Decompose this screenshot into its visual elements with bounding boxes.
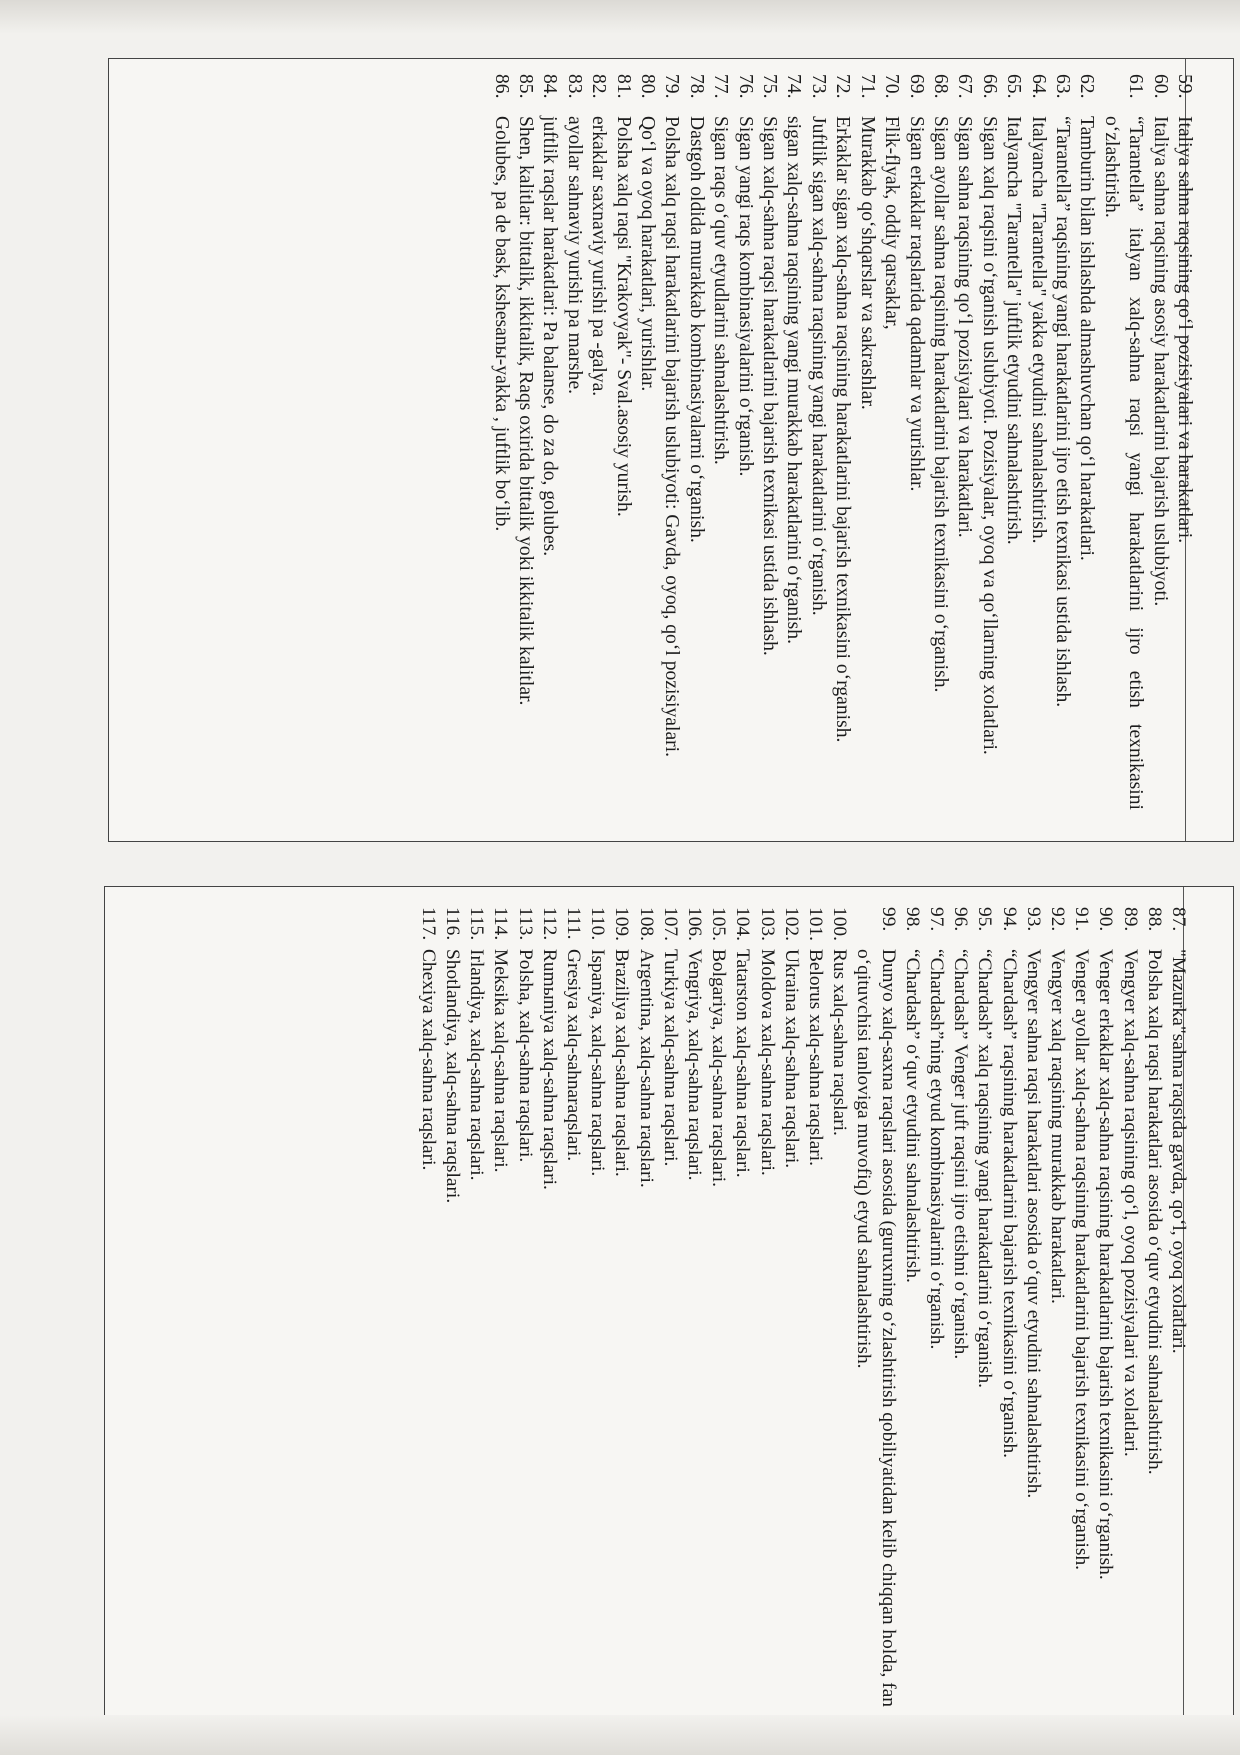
item-text: Polsha xalq raqsi harakatlari asosida o‘quv etyudini sahnalashtirish. xyxy=(1143,949,1165,1475)
item-text: Ispaniya, xalq-sahna raqslari. xyxy=(587,949,609,1177)
item-number: 104. xyxy=(732,907,754,941)
item-number: 70. xyxy=(881,74,903,99)
left-page-content xyxy=(116,70,1226,830)
list-item xyxy=(633,907,657,1707)
item-text: "Mazurka"sahna raqsida gavda, qo‘l, oyoq xolatlari. xyxy=(1168,949,1189,1354)
item-number: 75. xyxy=(759,74,781,99)
item-number: 97. xyxy=(925,907,947,932)
item-text: juftlik raqslar harakatlari: Pa balanse, do za do, golubes. xyxy=(539,116,561,557)
item-text: Vengyer xalq raqsining murakkab harakatlari. xyxy=(1046,949,1068,1304)
item-number: 107. xyxy=(659,907,681,941)
item-number: 95. xyxy=(974,907,996,932)
item-text: Qo‘l va oyoq harakatlari, yurishlar. xyxy=(637,116,659,392)
item-number: 117. xyxy=(417,907,439,941)
item-number: 69. xyxy=(905,74,927,99)
item-number: 109. xyxy=(611,907,633,941)
item-text: Sigan yangi raqs kombinasiyalarini o‘rganish. xyxy=(734,116,756,477)
item-number: 78. xyxy=(685,74,707,99)
item-text: Shen, kalitlar: bittalik, ikkitalik, Raqs oxirida bittalik yoki ikkitalik kalitlar. xyxy=(515,116,537,706)
list-item xyxy=(976,74,1000,810)
item-text: Italiya sahna raqsining asosiy harakatlarini bajarish uslubiyoti. xyxy=(1149,116,1171,607)
item-number: 99. xyxy=(877,907,899,932)
list-item xyxy=(803,907,827,1707)
item-number: 65. xyxy=(1003,74,1025,99)
item-text: Dunyo xalq-saxna raqslari asosida (guruxning o‘zlashtirish qobiliyatidan kelib chiqqan holda, fan o‘qituvchisi tanloviga muvofiq) etyud sahnalashtirish. xyxy=(853,949,899,1707)
list-item xyxy=(757,74,781,810)
item-number: 72. xyxy=(832,74,854,99)
item-text: Braziliya xalq-sahna raqslari. xyxy=(611,949,633,1177)
item-number: 79. xyxy=(661,74,683,99)
item-text: Sigan erkaklar raqslarida qadamlar va yurishlar. xyxy=(905,116,927,492)
item-text: Juftlik sigan xalq-sahna raqsining yangi harakatlarini o‘rganish. xyxy=(807,116,829,616)
list-item xyxy=(1117,907,1141,1707)
item-number: 66. xyxy=(978,74,1000,99)
item-text: Venger ayollar xalq-sahna raqsining harakatlarini bajarish texnikasini o‘rganish. xyxy=(1071,949,1093,1571)
item-number: 82. xyxy=(588,74,610,99)
item-number: 73. xyxy=(807,74,829,99)
list-item xyxy=(854,74,878,810)
item-number: 103. xyxy=(756,907,778,941)
item-text: Vengyer sahna raqsi harakatlari asosida o‘quv etyudini sahnalashtirish. xyxy=(1022,949,1044,1499)
item-number: 83. xyxy=(563,74,585,99)
list-item xyxy=(806,74,830,810)
item-number: 115. xyxy=(466,907,488,941)
item-number: 89. xyxy=(1119,907,1141,932)
item-number: 93. xyxy=(1022,907,1044,932)
item-number: 94. xyxy=(998,907,1020,932)
item-number: 60. xyxy=(1149,74,1171,99)
item-text: Italiya sahna raqsining qo‘l pozisiyalari va harakatlari. xyxy=(1174,116,1195,544)
list-item xyxy=(586,74,610,810)
list-item xyxy=(561,907,585,1707)
list-item xyxy=(952,74,976,810)
item-number: 64. xyxy=(1027,74,1049,99)
item-number: 62. xyxy=(1076,74,1098,99)
list-item xyxy=(464,907,488,1707)
item-number: 84. xyxy=(539,74,561,99)
item-number: 98. xyxy=(901,907,923,932)
item-number: 74. xyxy=(783,74,805,99)
list-item xyxy=(754,907,778,1707)
item-number: 85. xyxy=(515,74,537,99)
list-item xyxy=(879,74,903,810)
list-item xyxy=(706,907,730,1707)
list-item xyxy=(1045,907,1069,1707)
list-item xyxy=(972,907,996,1707)
list-item xyxy=(827,907,851,1707)
list-item xyxy=(1050,74,1074,810)
item-number: 80. xyxy=(637,74,659,99)
list-item xyxy=(924,907,948,1707)
item-text: Sigan xalq-sahna raqsi harakatlarini bajarish texnikasi ustida ishlash. xyxy=(759,116,781,656)
list-item xyxy=(635,74,659,810)
list-item xyxy=(440,907,464,1707)
list-item xyxy=(513,74,537,810)
item-text: Polsha xalq raqsi harakatlarini bajarish uslubiyoti: Gavda, oyoq, qo‘l pozisiyalari. xyxy=(661,116,683,758)
item-number: 86. xyxy=(490,74,512,99)
item-text: Meksika xalq-sahna raqslari. xyxy=(490,949,512,1173)
list-item xyxy=(1001,74,1025,810)
list-item xyxy=(609,907,633,1707)
item-text: Tamburin bilan ishlashda almashuvchan qo‘l harakatlari. xyxy=(1076,116,1098,561)
list-item xyxy=(585,907,609,1707)
list-item xyxy=(416,907,440,1707)
left-page-frame xyxy=(108,58,1234,842)
item-text: ayollar sahnaviy yurishi pa marshe. xyxy=(563,116,585,395)
item-text: Belorus xalq-sahna raqslari. xyxy=(804,949,826,1166)
item-number: 67. xyxy=(954,74,976,99)
item-text: Venger erkaklar xalq-sahna raqsining harakatlarini bajarish texnikasini o‘rganish. xyxy=(1095,949,1117,1580)
item-text: Irlandiya, xalq-sahna raqslari. xyxy=(466,949,488,1181)
item-number: 96. xyxy=(950,907,972,932)
list-item xyxy=(730,907,754,1707)
list-item xyxy=(683,74,707,810)
list-item xyxy=(708,74,732,810)
list-item xyxy=(732,74,756,810)
item-number: 77. xyxy=(710,74,732,99)
item-text: Moldova xalq-sahna raqslari. xyxy=(756,949,778,1176)
list-item xyxy=(900,907,924,1707)
list-item xyxy=(658,907,682,1707)
item-text: Sigan raqs o‘quv etyudlarini sahnalashtirish. xyxy=(710,116,732,465)
list-item xyxy=(610,74,634,810)
list-item xyxy=(537,907,561,1707)
item-text: Bolgariya, xalq-sahna raqslari. xyxy=(708,949,730,1187)
item-number: 112. xyxy=(538,907,560,941)
item-text: “Chardash” Venger juft raqsini ijro etishni o‘rganish. xyxy=(950,949,972,1360)
item-text: Vengyer xalq-sahna raqsining qo‘l, oyoq pozisiyalari va xolatlari. xyxy=(1119,949,1141,1457)
item-text: “Tarantella” raqsining yangi harakatlarini ijro etish texnikasi ustida ishlash. xyxy=(1051,116,1073,708)
item-text: Polsha xalq raqsi "Krakovyak"- Sval.asosiy yurish. xyxy=(612,116,634,517)
list-item xyxy=(996,907,1020,1707)
item-text: Turkiya xalq-sahna raqslari. xyxy=(659,949,681,1167)
item-number: 59. xyxy=(1174,74,1195,99)
item-text: Argentina, xalq-sahna raqslari. xyxy=(635,949,657,1188)
item-text: Sigan ayollar sahna raqsining harakatlarini bajarish texnikasini o‘rganish. xyxy=(929,116,951,693)
item-text: Golubes, pa de bask, kshesanы-yakka , juftlik bo‘lib. xyxy=(490,116,512,532)
list-item xyxy=(851,907,899,1707)
item-number: 88. xyxy=(1143,907,1165,932)
list-item xyxy=(1142,907,1166,1707)
item-number: 68. xyxy=(929,74,951,99)
scan-edge-top xyxy=(0,0,1240,34)
item-number: 91. xyxy=(1071,907,1093,932)
item-number: 113. xyxy=(514,907,536,941)
item-text: Sigan xalq raqsini o‘rganish uslubiyoti. Pozisiyalar, oyoq va qo‘llarning xolatlari. xyxy=(978,116,1000,755)
item-number: 116. xyxy=(441,907,463,941)
item-number: 108. xyxy=(635,907,657,941)
item-text: “Chardash” o‘quv etyudini sahnalashtirish. xyxy=(901,949,923,1283)
item-text: Dastgoh oldida murakkab kombinasiyalarni o‘rganish. xyxy=(685,116,707,543)
item-text: Rumыniya xalq-sahna raqslari. xyxy=(538,949,560,1190)
list-item xyxy=(781,74,805,810)
list-item xyxy=(561,74,585,810)
item-text: Erkaklar sigan xalq-sahna raqsining harakatlarini bajarish texnikasini o‘rganish. xyxy=(832,116,854,743)
item-text: Sigan sahna raqsining qo‘l pozisiyalari va harakatlari. xyxy=(954,116,976,538)
item-number: 90. xyxy=(1095,907,1117,932)
item-number: 71. xyxy=(856,74,878,99)
list-item xyxy=(830,74,854,810)
item-number: 111. xyxy=(562,907,584,940)
item-text: “Tarantella” italyan xalq-sahna raqsi yangi harakatlarini ijro etish texnikasini o‘zlashtirish. xyxy=(1100,116,1147,810)
item-text: Italyancha "Tarantella" juftlik etyudini sahnalashtirish. xyxy=(1003,116,1025,545)
item-number: 87. xyxy=(1168,907,1189,932)
item-number: 110. xyxy=(587,907,609,941)
item-number: 76. xyxy=(734,74,756,99)
item-text: Rus xalq-sahna raqslari. xyxy=(829,949,851,1136)
list-item xyxy=(659,74,683,810)
item-text: erkaklar saxnaviy yurishi pa -galya. xyxy=(588,116,610,397)
item-number: 100. xyxy=(829,907,851,941)
item-number: 101. xyxy=(804,907,826,941)
list-item xyxy=(1147,74,1171,810)
list-item xyxy=(512,907,536,1707)
item-text: Shotlandiya, xalq-sahna raqslari. xyxy=(441,949,463,1204)
item-text: Flik-flyak, oddiy qarsaklar, xyxy=(881,116,903,330)
item-number: 105. xyxy=(708,907,730,941)
list-item xyxy=(488,74,512,810)
item-text: Ukraina xalq-sahna raqslari. xyxy=(780,949,802,1169)
list-item xyxy=(1025,74,1049,810)
item-text: “Chardash” raqsining harakatlarini bajarish texnikasini o‘rganish. xyxy=(998,949,1020,1459)
list-item xyxy=(928,74,952,810)
item-number: 106. xyxy=(683,907,705,941)
list-item xyxy=(903,74,927,810)
list-item xyxy=(1069,907,1093,1707)
scan-edge-bottom xyxy=(0,1715,1240,1755)
list-item xyxy=(948,907,972,1707)
list-item xyxy=(488,907,512,1707)
item-text: Murakkab qo‘shqarslar va sakrashlar. xyxy=(856,116,878,410)
item-number: 63. xyxy=(1051,74,1073,99)
list-item xyxy=(1093,907,1117,1707)
item-text: Vengriya, xalq-sahna raqslari. xyxy=(683,949,705,1181)
list-item xyxy=(537,74,561,810)
list-item xyxy=(1074,74,1098,810)
item-text: “Chardash” xalq raqsining yangi harakatlarini o‘rganish. xyxy=(974,949,996,1389)
list-item xyxy=(1021,907,1045,1707)
item-text: “Chardash”ning etyud kombinasiyalarini o‘rganish. xyxy=(925,949,947,1350)
topic-list-right xyxy=(416,907,1191,1707)
item-number: 102. xyxy=(780,907,802,941)
list-item xyxy=(1166,907,1190,1707)
item-text: Tatarston xalq-sahna raqslari. xyxy=(732,949,754,1178)
item-text: Polsha, xalq-sahna raqslari. xyxy=(514,949,536,1163)
list-item xyxy=(779,907,803,1707)
list-item xyxy=(1098,74,1147,810)
item-number: 61. xyxy=(1125,74,1147,99)
item-text: Gresiya xalq-sahnaraqslari. xyxy=(562,949,584,1162)
item-number: 92. xyxy=(1046,907,1068,932)
item-text: Italyancha "Tarantella" yakka etyudini sahnalashtirish. xyxy=(1027,116,1049,544)
item-number: 114. xyxy=(490,907,512,941)
list-item xyxy=(682,907,706,1707)
right-page-content xyxy=(114,897,1224,1715)
topic-list-left xyxy=(488,74,1196,810)
item-text: sigan xalq-sahna raqsining yangi murakkab harakatlarini o‘rganish. xyxy=(783,116,805,644)
right-page-frame xyxy=(104,886,1234,1726)
item-number: 81. xyxy=(612,74,634,99)
item-text: Chexiya xalq-sahna raqslari. xyxy=(417,949,439,1171)
list-item xyxy=(1172,74,1196,810)
